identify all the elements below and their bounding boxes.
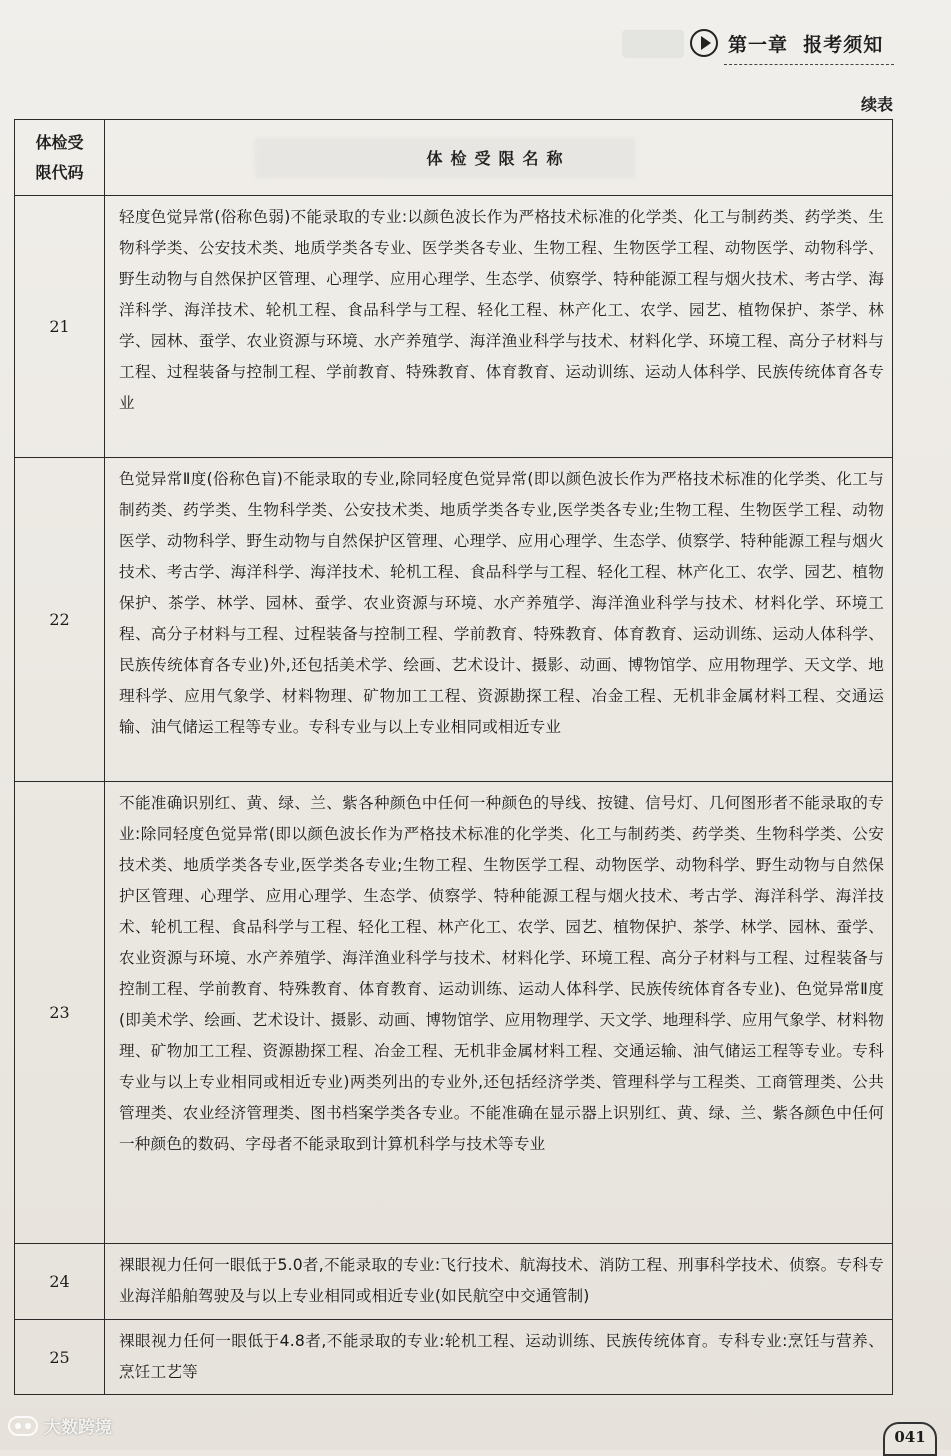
row-description: 色觉异常Ⅱ度(俗称色盲)不能录取的专业,除同轻度色觉异常(即以颜色波长作为严格技术标准的化学类、化工与制药类、药学类、生物科学类、公安技术类、地质学类各专业,医学类各专业;生物工程、生物医学工程、动物医学、动物科学、野生动物与自然保护区管理、心理学、应用心理学、生态学、侦察学、特种能源工程与烟火技术、考古学、海洋科学、海洋技术、轮机工程、食品科学与工程、轻化工程、林产化工、农学、园艺、植物保护、茶学、林学、园林、蚕学、农业资源与环境、水产养殖学、海洋渔业科学与技术、材料化学、环境工程、高分子材料与工程、过程装备与控制工程、学前教育、特殊教育、体育教育、运动训练、运动人体科学、民族传统体育各专业)外,还包括美术学、绘画、艺术设计、摄影、动画、博物馆学、应用物理学、天文学、地理科学、应用气象学、材料物理、矿物加工工程、资源勘探工程、冶金工程、无机非金属材料工程、交通运输、油气储运工程等专业。专科专业与以上专业相同或相近专业 <box>105 458 893 782</box>
row-code: 22 <box>15 458 105 782</box>
row-code: 21 <box>15 196 105 458</box>
header-name <box>105 120 893 196</box>
watermark-text: 大数跨境 <box>44 1418 112 1438</box>
table-row <box>15 1320 893 1395</box>
table-row <box>15 782 893 1244</box>
row-code: 23 <box>15 782 105 1244</box>
table-row <box>15 196 893 458</box>
table-row <box>15 1244 893 1320</box>
table-header-row <box>15 120 893 196</box>
row-description: 不能准确识别红、黄、绿、兰、紫各种颜色中任何一种颜色的导线、按键、信号灯、几何图形者不能录取的专业:除同轻度色觉异常(即以颜色波长作为严格技术标准的化学类、化工与制药类、药学类、生物科学类、公安技术类、地质学类各专业,医学类各专业;生物工程、生物医学工程、动物医学、动物科学、野生动物与自然保护区管理、心理学、应用心理学、生态学、侦察学、特种能源工程与烟火技术、考古学、海洋科学、海洋技术、轮机工程、食品科学与工程、轻化工程、林产化工、农学、园艺、植物保护、茶学、林学、园林、蚕学、农业资源与环境、水产养殖学、海洋渔业科学与技术、材料化学、环境工程、高分子材料与工程、过程装备与控制工程、学前教育、特殊教育、体育教育、运动训练、运动人体科学、民族传统体育各专业)、色觉异常Ⅱ度(即美术学、绘画、艺术设计、摄影、动画、博物馆学、应用物理学、天文学、地理科学、应用气象学、材料物理、矿物加工工程、资源勘探工程、冶金工程、无机非金属材料工程、交通运输、油气储运工程等专业。专科专业与以上专业相同或相近专业)两类列出的专业外,还包括经济学类、管理科学与工程类、工商管理类、公共管理类、农业经济管理类、图书档案学类各专业。不能准确在显示器上识别红、黄、绿、兰、紫各颜色中任何一种颜色的数码、字母者不能录取到计算机科学与技术等专业 <box>105 782 893 1244</box>
chapter-title: 第一章 报考须知 <box>728 33 884 56</box>
chapter-header <box>690 26 883 60</box>
row-description: 轻度色觉异常(俗称色弱)不能录取的专业:以颜色波长作为严格技术标准的化学类、化工与制药类、药学类、生物科学类、公安技术类、地质学类各专业、医学类各专业、生物工程、生物医学工程、动物医学、动物科学、野生动物与自然保护区管理、心理学、应用心理学、生态学、侦察学、特种能源工程与烟火技术、考古学、海洋科学、海洋技术、轮机工程、食品科学与工程、轻化工程、林产化工、农学、园艺、植物保护、茶学、林学、园林、蚕学、农业资源与环境、水产养殖学、海洋渔业科学与技术、材料化学、环境工程、高分子材料与工程、过程装备与控制工程、学前教育、特殊教育、体育教育、运动训练、运动人体科学、民族传统体育各专业 <box>105 196 893 458</box>
row-description: 裸眼视力任何一眼低于5.0者,不能录取的专业:飞行技术、航海技术、消防工程、刑事科学技术、侦察。专科专业海洋船舶驾驶及与以上专业相同或相近专业(如民航空中交通管制) <box>105 1244 893 1320</box>
watermark-logo-icon <box>8 1416 38 1436</box>
page-number: 041 <box>883 1422 937 1456</box>
play-circle-icon <box>690 29 718 57</box>
header-code <box>15 120 105 196</box>
table-row <box>15 458 893 782</box>
row-code: 24 <box>15 1244 105 1320</box>
header-name-text: 体检受限名称 <box>426 149 571 168</box>
restriction-table <box>14 119 893 1395</box>
row-code: 25 <box>15 1320 105 1395</box>
watermark <box>8 1413 112 1438</box>
header-code-line2: 限代码 <box>35 162 84 182</box>
faded-header-logo <box>622 30 684 58</box>
row-description: 裸眼视力任何一眼低于4.8者,不能录取的专业:轮机工程、运动训练、民族传统体育。专科专业:烹饪与营养、烹饪工艺等 <box>105 1320 893 1395</box>
header-divider <box>724 64 894 65</box>
continued-label: 续表 <box>860 95 893 114</box>
header-code-line1: 体检受 <box>35 132 84 152</box>
bleed-through-text <box>255 138 635 178</box>
